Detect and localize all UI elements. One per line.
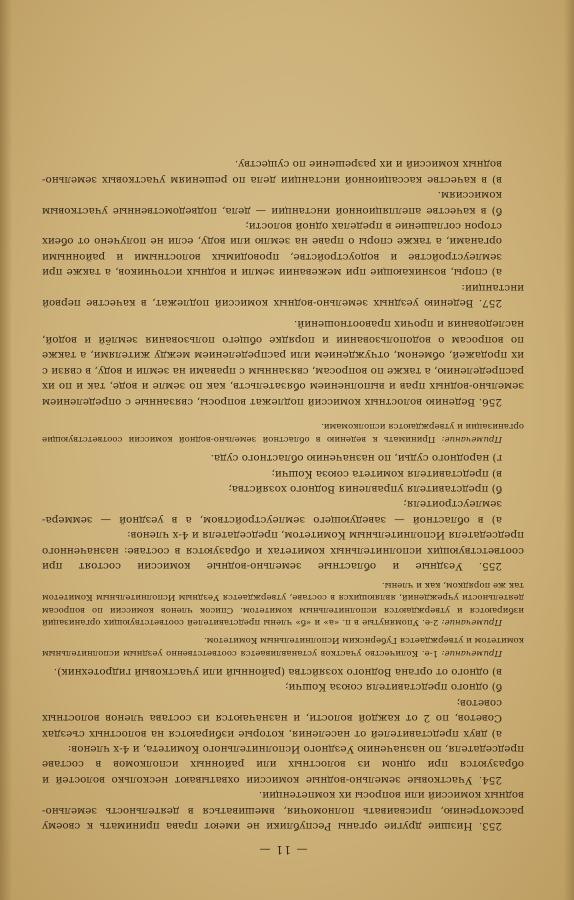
paragraph-254: 254. Участковые земельно-водные комиссии охватывают несколько волостей и образуются при одном из волостных или районных исполкомов в составе председателя, по назначению Уездного Исполнительного Комитета, и 4-х членов: <box>42 742 524 786</box>
note-2-text: 2-е. Упомянутые в п. «а» и «б» члены представителей соответствующих организаций избираются и утверждаются исполнительным комитетом. Список членов комиссии по вопросам деятельности учреждений, являющихся в составе, утверждается Уездным Исполнительным Комитетом так же порядком, как и члены. <box>41 579 524 628</box>
paragraph-255: 255. Уездные и областные земельно-водные комиссии состоят при соответствующих исполнительных комитетах и образуются в составе: назначенного председателя Исполнительным Комитетом, председателя и 4-х членов: <box>42 529 524 572</box>
item-255c: в) представителя комитета союза Кошчи; <box>271 467 502 480</box>
note-3-text: Принимать к ведению в областной земельно-водной комиссии соответствующие организации и утверждаются исполкомами. <box>42 421 524 444</box>
item-255d: г) народного судьи, по назначению областного суда. <box>210 452 502 465</box>
note-3-label: Примечание: <box>441 433 502 444</box>
spacer <box>42 409 524 415</box>
item-254a: а) двух представителей от населения, которые избираются на волостных съездах Советов, по 2 от каждой волости, и назначаются из состава членов волостных советов; <box>42 696 502 740</box>
note-2-label: Примечание: <box>441 617 502 628</box>
paragraph-253: 253. Низшие другие органы Республики не имеют права принимать к своему рассмотрению, присваивать полномочия, вмешиваться в деятельность земельно-водных комиссий или вопросы их компетенции. <box>42 789 524 832</box>
item-257a: а) споры, возникающие при межевании земли и водных источников, а также при землеустройстве и водоустройстве, проводимых волостными и районными органами, а также споры о праве на землю или воду, если не получено от обеих сторон соглашение в пределах одной волости; <box>42 220 502 279</box>
page-number: — 11 — <box>258 843 308 856</box>
note-1-label: Примечание: <box>441 647 502 658</box>
text-block <box>42 156 524 856</box>
note-3 <box>42 420 524 445</box>
item-254b: б) одного представителя союза Кошчи; <box>284 681 502 694</box>
paragraph-256: 256. Ведению волостных комиссий подлежат вопросы, связанные с определением земельно-водных прав и выполнением обязательств, как по земле и воде, так и по их распределению, а также по вопросам, связанным с правами на земли и воду, в связи с их продажей, обменом, отчуждением или распределением между жителями, а также по вопросам о водопользовании и порядке общего пользования землёй и водой, наследования и прочих правоотношений. <box>42 318 524 408</box>
paragraph-257: 257. Ведению уездных земельно-водных комиссий подлежат, в качестве первой инстанции: <box>42 281 524 310</box>
item-257b: б) в качестве апелляционной инстанции — дела, подведомственные участковым комиссиям. <box>42 189 502 217</box>
item-255a: а) в областной — заведующего землеустройством, а в уездной — земмера-землеустроителя; <box>42 498 502 526</box>
item-257c: в) в качестве кассационной инстанции дела по решениям участковых земельно-водных комиссий и их разрешение по существу. <box>42 158 502 186</box>
note-2 <box>42 578 524 628</box>
note-1 <box>42 633 524 658</box>
note-1-text: 1-е. Количество участков устанавливается соответственно уездным исполнительным комитетом и утверждается Губернским Исполнительным Комитетом. <box>42 634 524 658</box>
item-254c: в) одного от органа Водного хозяйства (районный или участковый гидротехник). <box>53 665 502 678</box>
item-255b: б) представителя управления Водного хозяйства; <box>228 482 502 495</box>
